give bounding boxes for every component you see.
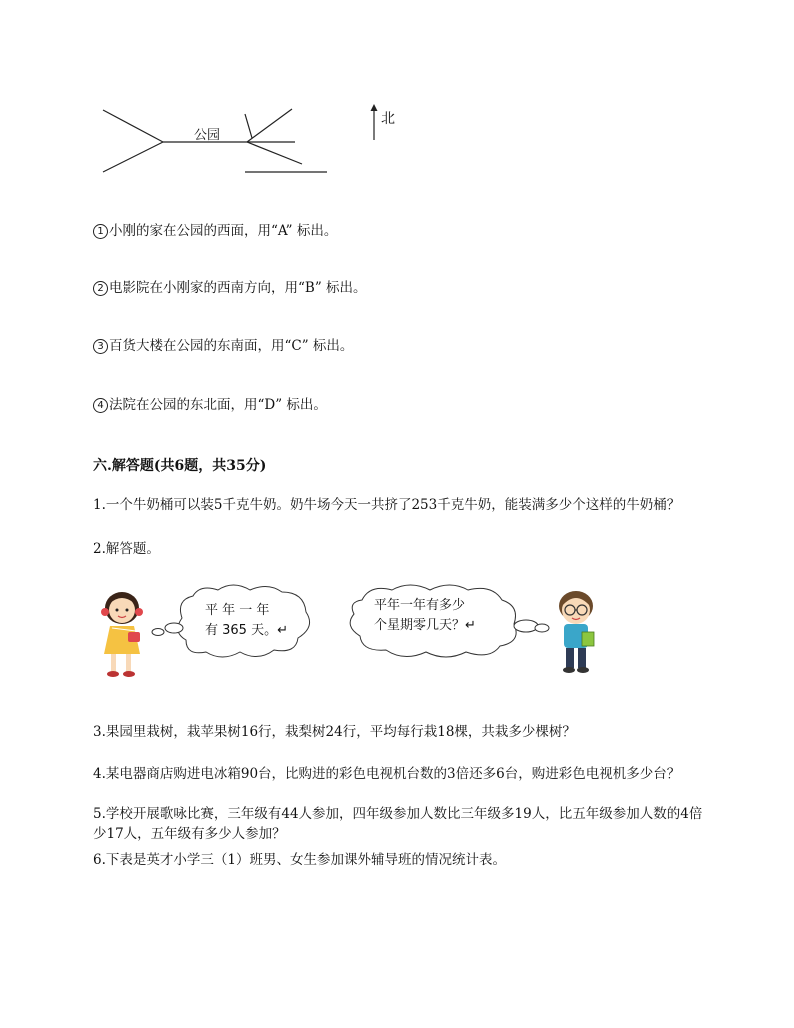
task-text: 电影院在小刚家的西南方向，用“B” 标出。 bbox=[109, 280, 367, 296]
question-2: 2.解答题。 bbox=[93, 541, 160, 557]
task-text: 小刚的家在公园的西面，用“A” 标出。 bbox=[109, 223, 338, 239]
question-3: 3.果园里栽树，栽苹果树16行，栽梨树24行，平均每行栽18棵，共栽多少棵树？ bbox=[93, 724, 576, 740]
question-1: 1.一个牛奶桶可以装5千克牛奶。奶牛场今天一共挤了253千克牛奶，能装满多少个这样的牛奶桶？ bbox=[93, 497, 681, 513]
right-bubble-line-2: 个星期零几天？↵ bbox=[374, 618, 476, 633]
task-1 bbox=[93, 219, 337, 239]
girl-illustration bbox=[96, 588, 156, 680]
road-east-diagonal bbox=[247, 142, 302, 164]
circle-number: 3 bbox=[93, 339, 108, 354]
boy-illustration bbox=[552, 588, 604, 676]
road-east-branch-ne bbox=[247, 109, 292, 142]
task-4 bbox=[93, 393, 327, 413]
question-5: 5.学校开展歌咏比赛，三年级有44人参加，四年级参加人数比三年级多19人，比五年级参加人数的4倍少17人，五年级有多少人参加？ bbox=[93, 806, 703, 842]
task-3 bbox=[93, 334, 353, 354]
left-bubble-line-1: 平 年 一 年 bbox=[205, 603, 270, 618]
circle-number: 1 bbox=[93, 224, 108, 239]
task-text: 百货大楼在公园的东南面，用“C” 标出。 bbox=[109, 338, 354, 354]
road-west-lower bbox=[103, 142, 163, 172]
task-2 bbox=[93, 276, 367, 296]
north-arrow-icon bbox=[368, 104, 380, 142]
north-label: 北 bbox=[381, 111, 395, 127]
circle-number: 2 bbox=[93, 281, 108, 296]
road-east-branch-up bbox=[245, 114, 252, 138]
left-bubble-line-2: 有 365 天。↵ bbox=[205, 623, 288, 638]
task-text: 法院在公园的东北面，用“D” 标出。 bbox=[109, 397, 327, 413]
park-label: 公园 bbox=[194, 128, 221, 143]
road-west-upper bbox=[103, 110, 163, 142]
circle-number: 4 bbox=[93, 398, 108, 413]
section-title: 六.解答题(共6题，共35分) bbox=[93, 458, 267, 474]
question-6: 6.下表是英才小学三（1）班男、女生参加课外辅导班的情况统计表。 bbox=[93, 852, 506, 868]
question-4: 4.某电器商店购进电冰箱90台，比购进的彩色电视机台数的3倍还多6台，购进彩色电视机多少台？ bbox=[93, 766, 681, 782]
right-bubble-line-1: 平年一年有多少 bbox=[374, 598, 466, 613]
